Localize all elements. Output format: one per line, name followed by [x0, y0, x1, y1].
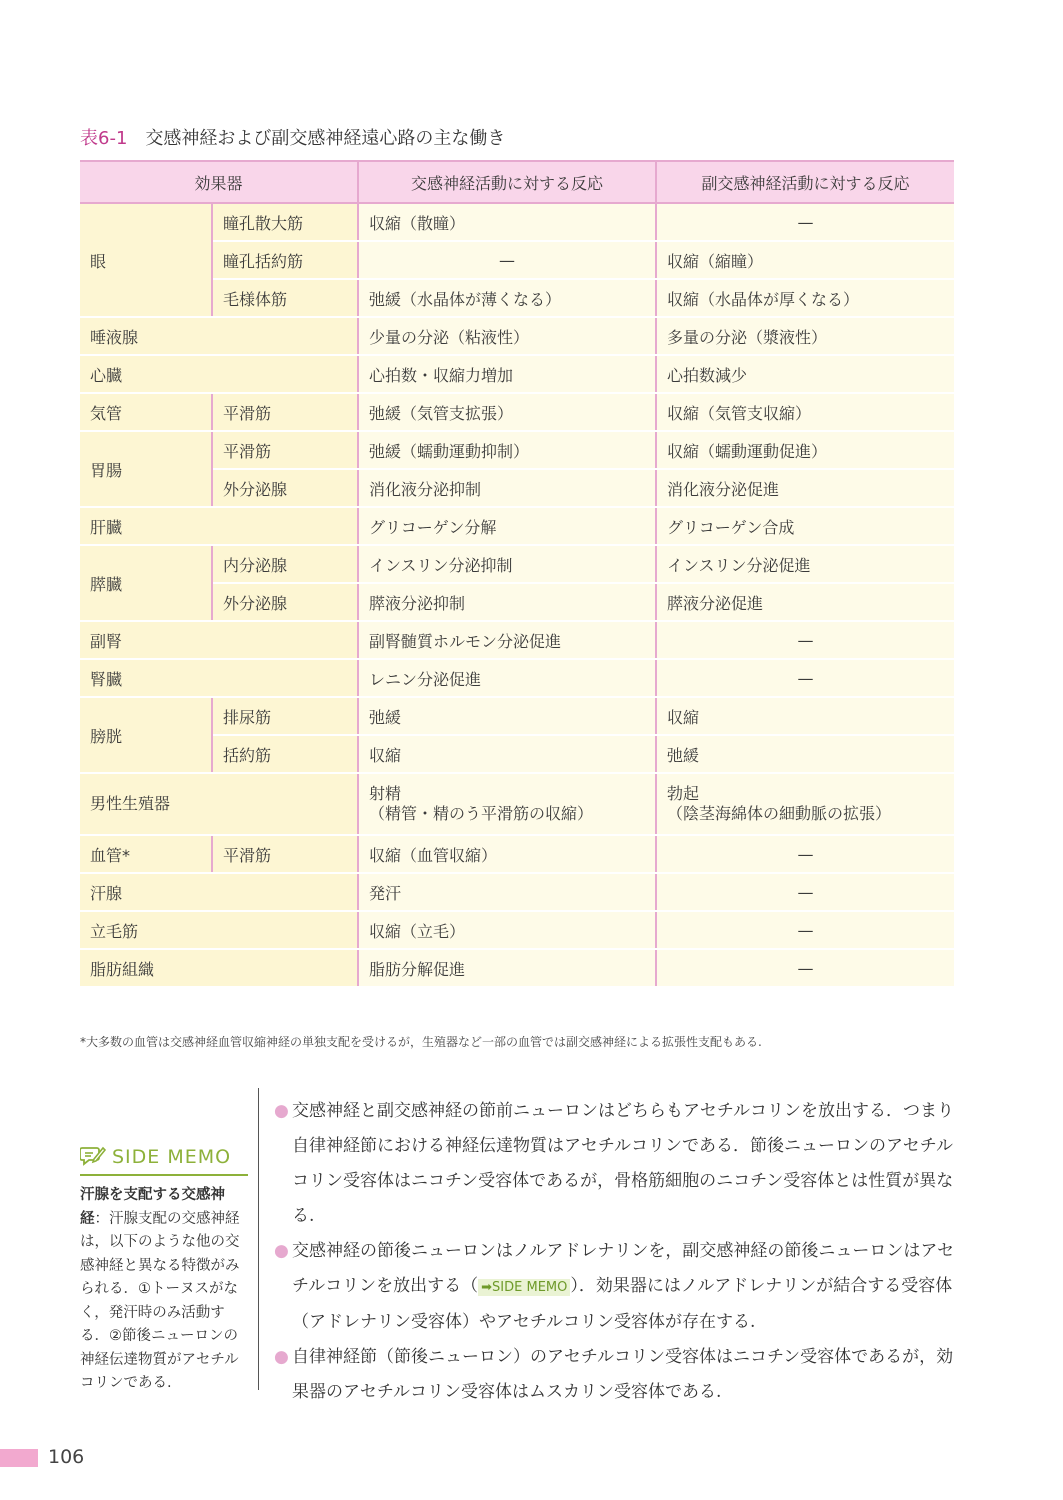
sympathetic-line-1: 射精	[369, 784, 402, 803]
table-number: 表6-1	[80, 128, 128, 149]
bullet-text: 交感神経と副交感神経の節前ニューロンはどちらもアセチルコリンを放出する．つまり自律神経節における神経伝達物質はアセチルコリンである．節後ニューロンのアセチルコリン受容体はニコチン受容体であるが，骨格筋細胞のニコチン受容体とは性質が異なる.	[292, 1101, 954, 1226]
sympathetic-cell: 発汗	[358, 873, 656, 911]
sympathetic-line-2: （精管・精のう平滑筋の収縮）	[369, 804, 594, 823]
parasympathetic-cell: 収縮（縮瞳）	[656, 241, 954, 279]
table-row	[80, 773, 954, 835]
side-memo-reference-link[interactable]: ➡SIDE MEMO	[478, 1279, 570, 1296]
table-row	[80, 697, 954, 735]
table-row	[80, 659, 954, 697]
sympathetic-cell: 収縮（散瞳）	[358, 203, 656, 241]
sympathetic-cell	[358, 773, 656, 835]
table-row	[80, 583, 954, 621]
organ-cell: 気管	[80, 393, 212, 431]
parasympathetic-line-1: 勃起	[667, 784, 700, 803]
organ-cell: 血管*	[80, 835, 212, 873]
table-row	[80, 317, 954, 355]
table-row	[80, 621, 954, 659]
table-footnote: *大多数の血管は交感神経血管収縮神経の単独支配を受けるが，生殖器など一部の血管では副交感神経による拡張性支配もある.	[80, 1035, 762, 1049]
bullet-list	[272, 1094, 958, 1410]
table-row	[80, 735, 954, 773]
part-cell: 外分泌腺	[212, 583, 358, 621]
side-memo-term: 汗腺を支配する交感神経	[80, 1187, 225, 1227]
side-memo-title: SIDE MEMO	[112, 1146, 232, 1168]
parasympathetic-cell: —	[656, 659, 954, 697]
part-cell: 内分泌腺	[212, 545, 358, 583]
sympathetic-cell: 副腎髄質ホルモン分泌促進	[358, 621, 656, 659]
table-row	[80, 835, 954, 873]
page-number: 106	[48, 1446, 85, 1468]
table-caption	[80, 124, 505, 150]
parasympathetic-cell: 多量の分泌（漿液性）	[656, 317, 954, 355]
part-cell: 外分泌腺	[212, 469, 358, 507]
part-cell: 瞳孔括約筋	[212, 241, 358, 279]
bullet-text: 交感神経の節後ニューロンはノルアドレナリンを，副交感神経の節後ニューロンはアセチルコリンを放出する（	[292, 1241, 955, 1296]
bullet-dot-icon: ●	[274, 1241, 289, 1261]
part-cell: 平滑筋	[212, 393, 358, 431]
part-cell: 瞳孔散大筋	[212, 203, 358, 241]
organ-cell: 汗腺	[80, 873, 358, 911]
organ-cell: 肝臓	[80, 507, 358, 545]
organ-cell: 膀胱	[80, 697, 212, 773]
parasympathetic-cell: 収縮	[656, 697, 954, 735]
side-memo-body	[80, 1184, 248, 1396]
table-row	[80, 241, 954, 279]
sympathetic-cell: 心拍数・収縮力増加	[358, 355, 656, 393]
organ-cell: 眼	[80, 203, 212, 317]
organ-cell: 脂肪組織	[80, 949, 358, 987]
sympathetic-cell: 収縮	[358, 735, 656, 773]
page-tab-marker	[0, 1449, 38, 1467]
parasympathetic-cell: 膵液分泌促進	[656, 583, 954, 621]
parasympathetic-cell: 心拍数減少	[656, 355, 954, 393]
parasympathetic-cell: —	[656, 835, 954, 873]
sympathetic-cell: グリコーゲン分解	[358, 507, 656, 545]
sympathetic-cell: 弛緩（水晶体が薄くなる）	[358, 279, 656, 317]
sympathetic-cell: 脂肪分解促進	[358, 949, 656, 987]
bullet-item	[272, 1094, 958, 1234]
parasympathetic-cell: 消化液分泌促進	[656, 469, 954, 507]
sympathetic-cell: —	[358, 241, 656, 279]
table-row	[80, 949, 954, 987]
organ-cell: 膵臓	[80, 545, 212, 621]
parasympathetic-cell: 収縮（水晶体が厚くなる）	[656, 279, 954, 317]
side-memo-text: ：汗腺支配の交感神経は，以下のような他の交感神経と異なる特徴がみられる．①トーヌスがなく，発汗時のみ活動する．②節後ニューロンの神経伝達物質がアセチルコリンである.	[80, 1210, 240, 1391]
sympathetic-cell: 少量の分泌（粘液性）	[358, 317, 656, 355]
organ-cell: 立毛筋	[80, 911, 358, 949]
bullet-text: 自律神経節（節後ニューロン）のアセチルコリン受容体はニコチン受容体であるが，効果器のアセチルコリン受容体はムスカリン受容体である.	[292, 1347, 954, 1402]
table-row	[80, 393, 954, 431]
column-divider	[258, 1088, 259, 1390]
organ-cell: 副腎	[80, 621, 358, 659]
parasympathetic-cell: 弛緩	[656, 735, 954, 773]
effector-table	[80, 160, 954, 988]
table-title: 交感神経および副交感神経遠心路の主な働き	[145, 128, 506, 149]
part-cell: 括約筋	[212, 735, 358, 773]
parasympathetic-cell: —	[656, 949, 954, 987]
parasympathetic-cell: —	[656, 873, 954, 911]
bullet-item	[272, 1340, 958, 1410]
parasympathetic-cell: —	[656, 911, 954, 949]
part-cell: 毛様体筋	[212, 279, 358, 317]
table-row	[80, 873, 954, 911]
sympathetic-cell: 収縮（立毛）	[358, 911, 656, 949]
part-cell: 平滑筋	[212, 835, 358, 873]
header-parasympathetic: 副交感神経活動に対する反応	[656, 161, 954, 203]
side-memo-heading	[80, 1145, 248, 1176]
header-sympathetic: 交感神経活動に対する反応	[358, 161, 656, 203]
organ-cell: 心臓	[80, 355, 358, 393]
part-cell: 排尿筋	[212, 697, 358, 735]
parasympathetic-cell	[656, 773, 954, 835]
organ-cell: 腎臓	[80, 659, 358, 697]
organ-cell: 胃腸	[80, 431, 212, 507]
bullet-item	[272, 1234, 958, 1340]
table-row	[80, 911, 954, 949]
table-header-row	[80, 161, 954, 203]
parasympathetic-cell: —	[656, 621, 954, 659]
table-row	[80, 469, 954, 507]
header-effector: 効果器	[80, 161, 358, 203]
parasympathetic-cell: 収縮（気管支収縮）	[656, 393, 954, 431]
sympathetic-cell: インスリン分泌抑制	[358, 545, 656, 583]
parasympathetic-cell: —	[656, 203, 954, 241]
table-row	[80, 203, 954, 241]
table-row	[80, 355, 954, 393]
parasympathetic-cell: グリコーゲン合成	[656, 507, 954, 545]
parasympathetic-cell: 収縮（蠕動運動促進）	[656, 431, 954, 469]
bullet-text: ）．効果器にはノルアドレナリンが結合する受容体（アドレナリン受容体）やアセチルコリン受容体が存在する.	[292, 1276, 953, 1332]
organ-cell: 男性生殖器	[80, 773, 358, 835]
table-row	[80, 545, 954, 583]
table-row	[80, 431, 954, 469]
sympathetic-cell: 弛緩（蠕動運動抑制）	[358, 431, 656, 469]
parasympathetic-line-2: （陰茎海綿体の細動脈の拡張）	[667, 804, 892, 823]
organ-cell: 唾液腺	[80, 317, 358, 355]
sympathetic-cell: レニン分泌促進	[358, 659, 656, 697]
memo-pencil-icon	[80, 1145, 106, 1167]
sympathetic-cell: 消化液分泌抑制	[358, 469, 656, 507]
table-row	[80, 507, 954, 545]
sympathetic-cell: 膵液分泌抑制	[358, 583, 656, 621]
parasympathetic-cell: インスリン分泌促進	[656, 545, 954, 583]
bullet-dot-icon: ●	[274, 1347, 289, 1367]
bullet-dot-icon: ●	[274, 1101, 289, 1121]
sympathetic-cell: 弛緩（気管支拡張）	[358, 393, 656, 431]
table-row	[80, 279, 954, 317]
part-cell: 平滑筋	[212, 431, 358, 469]
sympathetic-cell: 弛緩	[358, 697, 656, 735]
sympathetic-cell: 収縮（血管収縮）	[358, 835, 656, 873]
